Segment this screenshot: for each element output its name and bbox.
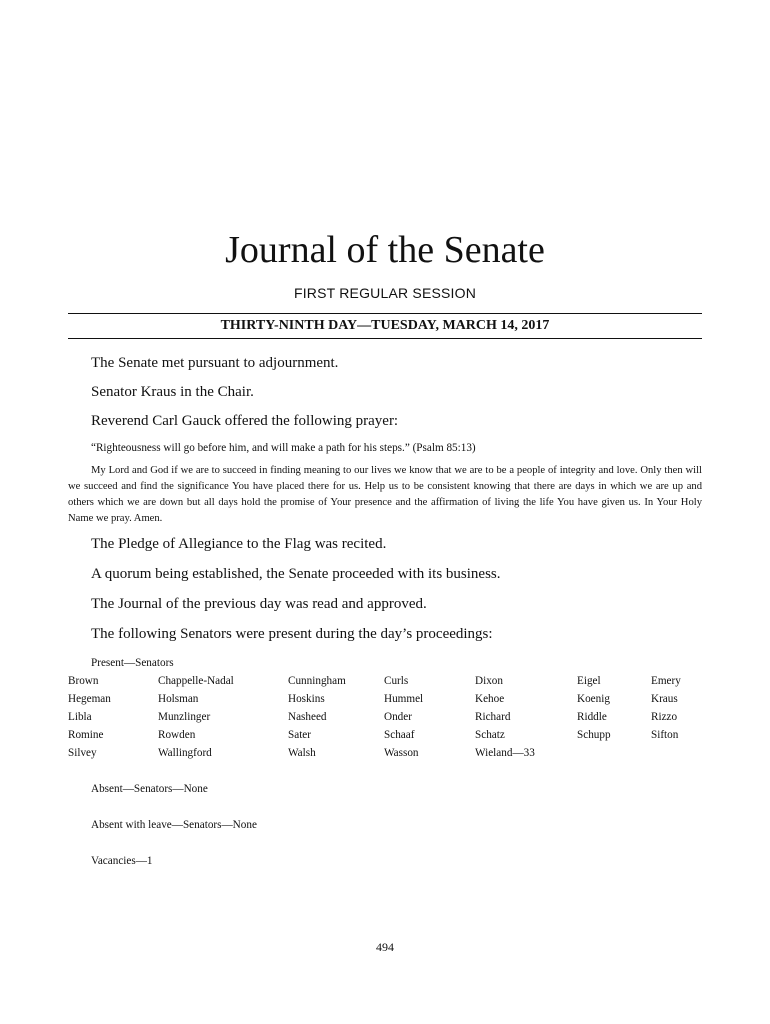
- senator-name: Hoskins: [288, 693, 325, 705]
- senator-name: Romine: [68, 729, 104, 741]
- day-heading: THIRTY-NINTH DAY—TUESDAY, MARCH 14, 2017: [220, 318, 550, 333]
- senator-name: Munzlinger: [158, 711, 211, 723]
- page-number: 494: [376, 940, 394, 954]
- senator-name: Wallingford: [158, 747, 212, 759]
- table-row: [68, 673, 708, 691]
- senator-name: Dixon: [475, 675, 503, 687]
- senator-name: Hummel: [384, 693, 424, 705]
- paragraph-quorum: A quorum being established, the Senate proceeded with its business.: [91, 566, 501, 582]
- document-title: Journal of the Senate: [225, 229, 545, 271]
- senator-name: Rizzo: [651, 711, 678, 723]
- senator-name: Kraus: [651, 693, 678, 705]
- senator-name: Cunningham: [288, 675, 346, 687]
- senator-name: Schaaf: [384, 729, 415, 741]
- paragraph-journal-approved: The Journal of the previous day was read and approved.: [91, 596, 427, 612]
- senator-name: Silvey: [68, 747, 97, 759]
- paragraph-prayer-intro: Reverend Carl Gauck offered the following prayer:: [91, 413, 399, 429]
- prayer-body: My Lord and God if we are to succeed in finding meaning to our lives we know that we are to be a people of integrity and love. Only then will we succeed and find the significance You have placed there for us. Help us to be consistent knowing that there are days in which we are up and others which we are down but all days hold the promise of Your presence and the affirmation of living the life You have given us. In Your Holy Name we pray. Amen.: [68, 465, 702, 524]
- vacancies-label: Vacancies—1: [91, 855, 153, 867]
- senator-name: Schupp: [577, 729, 611, 741]
- table-row: [68, 745, 708, 763]
- senator-name: Kehoe: [475, 693, 505, 705]
- absent-label: Absent—Senators—None: [91, 783, 208, 795]
- table-row: [68, 691, 708, 709]
- senator-name: Walsh: [288, 747, 316, 759]
- senator-name: Curls: [384, 675, 409, 687]
- present-label: Present—Senators: [91, 657, 174, 669]
- senator-name: Holsman: [158, 693, 199, 705]
- senator-name: Wasson: [384, 747, 419, 759]
- paragraph-pledge: The Pledge of Allegiance to the Flag was recited.: [91, 536, 387, 552]
- table-row: [68, 727, 708, 745]
- prayer-quote: “Righteousness will go before him, and will make a path for his steps.” (Psalm 85:13): [91, 442, 476, 454]
- senator-name: Wieland—33: [475, 747, 535, 759]
- heading-rule-bottom: [68, 338, 702, 339]
- paragraph-senators-present: The following Senators were present during the day’s proceedings:: [91, 626, 493, 642]
- senator-name: Sifton: [651, 729, 679, 741]
- senator-name: Hegeman: [68, 693, 111, 705]
- senator-name: Brown: [68, 675, 99, 687]
- senator-name: Emery: [651, 675, 681, 687]
- senator-name: Sater: [288, 729, 311, 741]
- senator-name: Richard: [475, 711, 511, 723]
- heading-rule-top: [68, 313, 702, 314]
- absent-with-leave-label: Absent with leave—Senators—None: [91, 819, 257, 831]
- senator-name: Nasheed: [288, 711, 327, 723]
- senator-name: Libla: [68, 711, 92, 723]
- senator-name: Schatz: [475, 729, 505, 741]
- paragraph-adjournment: The Senate met pursuant to adjournment.: [91, 355, 339, 371]
- paragraph-chair: Senator Kraus in the Chair.: [91, 384, 254, 400]
- session-label: FIRST REGULAR SESSION: [293, 285, 477, 301]
- senator-name: Eigel: [577, 675, 601, 687]
- senator-name: Chappelle-Nadal: [158, 675, 234, 687]
- senator-name: Koenig: [577, 693, 610, 705]
- present-senators-table: [68, 673, 708, 763]
- table-row: [68, 709, 708, 727]
- senator-name: Rowden: [158, 729, 196, 741]
- senator-name: Onder: [384, 711, 412, 723]
- senator-name: Riddle: [577, 711, 607, 723]
